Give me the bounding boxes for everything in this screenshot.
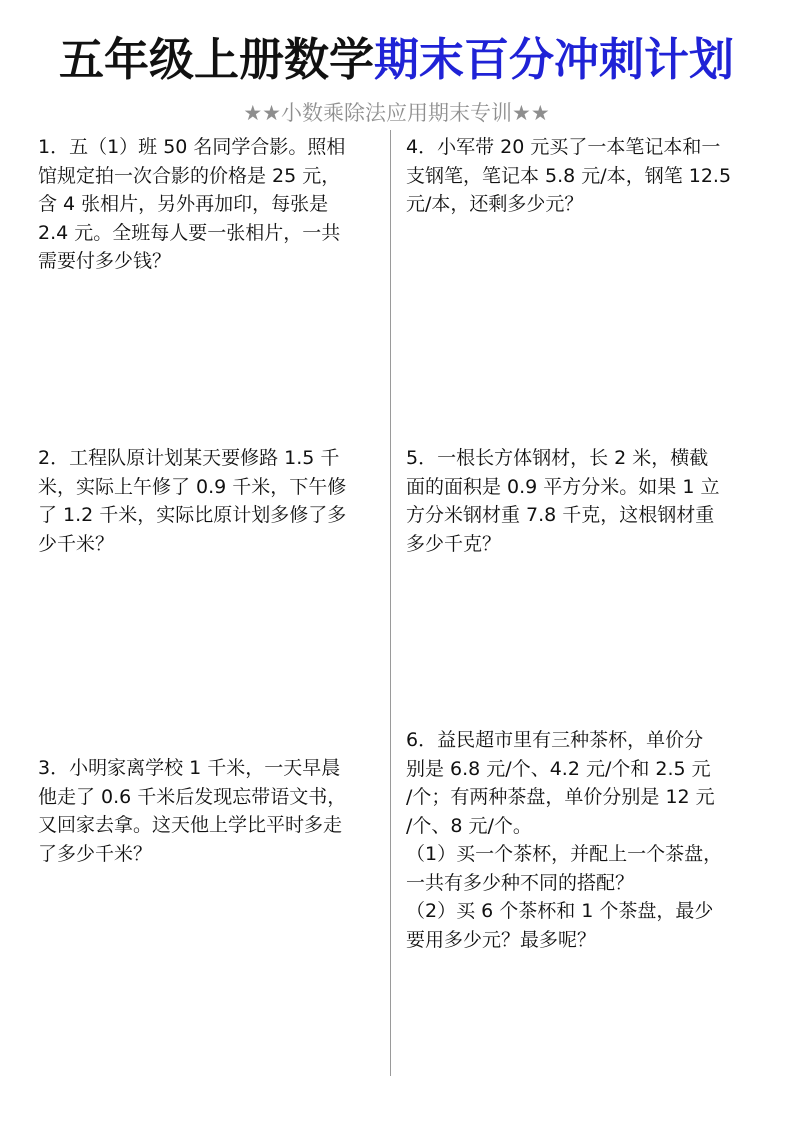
question-1-line: 需要付多少钱？: [38, 250, 172, 272]
question-6-line: 一共有多少种不同的搭配？: [406, 871, 635, 894]
question-3-line: 他走了 0.6 千米后发现忘带语文书，: [38, 785, 347, 808]
question-6-line: /个；有两种茶盘，单价分别是 12 元: [406, 786, 715, 808]
question-6-line: 6．益民超市里有三种茶杯，单价分: [406, 729, 704, 751]
question-6-line: 别是 6.8 元/个、4.2 元/个和 2.5 元: [406, 757, 711, 780]
question-4: [406, 133, 751, 219]
question-3: [38, 754, 380, 868]
question-1: [38, 133, 380, 276]
question-3-line: 3．小明家离学校 1 千米，一天早晨: [38, 757, 341, 779]
column-divider: [390, 130, 391, 1076]
page-subtitle: ★★小数乘除法应用期末专训★★: [243, 101, 550, 125]
question-4-line: 4．小军带 20 元买了一本笔记本和一: [406, 136, 721, 158]
question-5-line: 方分米钢材重 7.8 千克，这根钢材重: [406, 504, 715, 526]
question-2: [38, 444, 380, 558]
question-4-line: 支钢笔，笔记本 5.8 元/本，钢笔 12.5: [406, 164, 732, 187]
question-6-line: （2）买 6 个茶杯和 1 个茶盘，最少: [406, 900, 714, 922]
question-1-line: 2.4 元。全班每人要一张相片，一共: [38, 221, 341, 244]
question-1-line: 含 4 张相片，另外再加印，每张是: [38, 193, 329, 215]
question-2-line: 了 1.2 千米，实际比原计划多修了多: [38, 504, 347, 526]
page-title-part1: 五年级上册数学: [58, 33, 374, 86]
question-5-line: 多少千克？: [406, 532, 502, 555]
question-6-line: /个、8 元/个。: [406, 814, 532, 837]
question-6: [406, 726, 751, 954]
question-3-line: 了多少千米？: [38, 842, 153, 865]
question-3-line: 又回家去拿。这天他上学比平时多走: [38, 814, 343, 836]
question-5-line: 5．一根长方体钢材，长 2 米，横截: [406, 447, 709, 469]
question-2-line: 2．工程队原计划某天要修路 1.5 千: [38, 447, 340, 469]
question-1-line: 馆规定拍一次合影的价格是 25 元，: [38, 164, 341, 187]
question-5-line: 面的面积是 0.9 平方分米。如果 1 立: [406, 475, 720, 498]
question-2-line: 少千米？: [38, 532, 115, 555]
question-6-line: 要用多少元？最多呢？: [406, 928, 597, 951]
question-6-line: （1）买一个茶杯，并配上一个茶盘，: [406, 843, 723, 865]
question-1-line: 1．五（1）班 50 名同学合影。照相: [38, 136, 346, 158]
question-2-line: 米，实际上午修了 0.9 千米，下午修: [38, 475, 347, 498]
page-title-part2: 期末百分冲刺计划: [374, 33, 735, 86]
page-title: [0, 30, 793, 90]
question-5: [406, 444, 751, 558]
question-4-line: 元/本，还剩多少元？: [406, 193, 584, 215]
